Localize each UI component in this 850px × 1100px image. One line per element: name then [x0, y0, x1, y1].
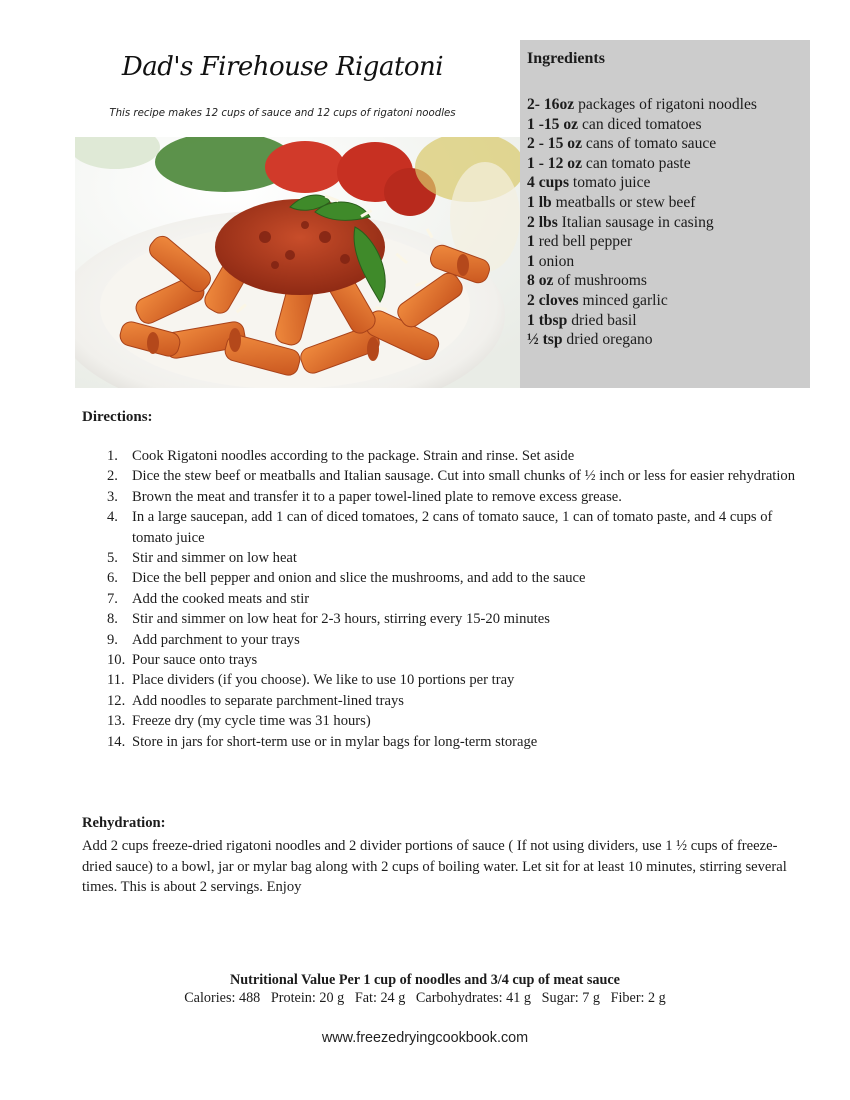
ingredient-text: red bell pepper: [534, 233, 633, 251]
ingredient-item: [527, 154, 810, 174]
ingredient-qty: 2- 16oz: [527, 96, 575, 113]
ingredient-qty: 1 - 12 oz: [527, 154, 582, 172]
ingredient-item: [527, 311, 810, 331]
step-text: Dice the stew beef or meatballs and Italian sausage. Cut into small chunks of ½ inch or less for easier rehydration: [132, 468, 796, 485]
step-text: Store in jars for short-term use or in mylar bags for long-term storage: [132, 733, 538, 750]
direction-step: [82, 548, 802, 568]
step-number: 11.: [107, 672, 125, 689]
website-link[interactable]: www.freezedryingcookbook.com: [321, 1030, 529, 1046]
step-number: 12.: [107, 692, 126, 709]
ingredient-item: [527, 232, 810, 252]
direction-step: [82, 732, 802, 752]
step-number: 4.: [107, 509, 118, 526]
direction-step: [82, 670, 802, 690]
ingredient-item: [527, 173, 810, 193]
step-number: 10.: [107, 652, 126, 669]
ingredient-text: can diced tomatoes: [578, 115, 702, 133]
ingredient-qty: 1: [527, 252, 535, 270]
recipe-title: Dad's Firehouse Rigatoni: [121, 52, 444, 82]
directions-heading: Directions:: [82, 409, 153, 425]
step-number: 13.: [107, 713, 126, 730]
ingredient-item: [527, 252, 810, 272]
ingredient-qty: 2 - 15 oz: [527, 135, 582, 153]
ingredient-text: dried basil: [567, 311, 637, 329]
step-text: Cook Rigatoni noodles according to the package. Strain and rinse. Set aside: [132, 448, 575, 464]
direction-step: [82, 568, 802, 588]
step-number: 14.: [107, 733, 126, 750]
step-number: 5.: [107, 550, 118, 567]
ingredient-qty: 1 tbsp: [527, 311, 568, 329]
direction-step: [82, 711, 802, 731]
step-text: Brown the meat and transfer it to a paper towel-lined plate to remove excess grease.: [132, 488, 622, 505]
direction-step: [82, 691, 802, 711]
ingredient-text: can tomato paste: [582, 154, 691, 172]
ingredient-item: [527, 134, 810, 154]
ingredient-qty: 1 lb: [527, 193, 552, 211]
ingredient-text: cans of tomato sauce: [582, 135, 717, 153]
ingredient-qty: 2 lbs: [527, 213, 558, 231]
ingredient-text: meatballs or stew beef: [551, 193, 696, 211]
step-number: 7.: [107, 590, 118, 607]
ingredient-text: onion: [534, 252, 575, 270]
direction-step: [82, 589, 802, 609]
ingredient-item: [527, 291, 810, 311]
ingredient-text: Italian sausage in casing: [557, 213, 714, 231]
direction-step: [82, 466, 802, 486]
step-number: 8.: [107, 611, 118, 628]
ingredient-item: [527, 271, 810, 291]
ingredient-text: packages of rigatoni noodles: [574, 96, 757, 113]
ingredient-qty: 4 cups: [527, 174, 570, 192]
ingredients-panel: [520, 40, 810, 388]
ingredient-qty: 8 oz: [527, 272, 554, 290]
step-number: 2.: [107, 468, 118, 485]
ingredient-text: minced garlic: [578, 291, 668, 309]
step-text: Add the cooked meats and stir: [132, 590, 310, 607]
ingredient-item: [527, 213, 810, 233]
ingredient-item: [527, 115, 810, 135]
ingredients-list: [527, 95, 810, 350]
direction-step: [82, 507, 802, 548]
ingredient-qty: 1: [527, 233, 535, 251]
direction-step: [82, 630, 802, 650]
step-text: Stir and simmer on low heat for 2-3 hours, stirring every 15-20 minutes: [132, 611, 550, 628]
ingredient-item: [527, 95, 810, 115]
nutrition-values: Calories: 488 Protein: 20 g Fat: 24 g Carbohydrates: 41 g Sugar: 7 g Fiber: 2 g: [184, 990, 666, 1006]
step-number: 1.: [107, 448, 118, 464]
step-text: In a large saucepan, add 1 can of diced tomatoes, 2 cans of tomato sauce, 1 can of tomato paste, and 4 cups of tomato juice: [132, 509, 773, 546]
ingredient-qty: 2 cloves: [527, 291, 579, 309]
step-text: Stir and simmer on low heat: [132, 550, 297, 567]
direction-step: [82, 446, 802, 466]
ingredient-qty: ½ tsp: [527, 331, 563, 349]
ingredient-item: [527, 193, 810, 213]
ingredient-qty: 1 -15 oz: [527, 115, 579, 133]
step-text: Dice the bell pepper and onion and slice the mushrooms, and add to the sauce: [132, 570, 586, 587]
ingredient-text: of mushrooms: [553, 272, 647, 290]
ingredient-text: tomato juice: [569, 174, 651, 192]
step-text: Place dividers (if you choose). We like to use 10 portions per tray: [132, 672, 515, 689]
step-number: 9.: [107, 631, 118, 648]
recipe-subtitle: This recipe makes 12 cups of sauce and 12 cups of rigatoni noodles: [109, 108, 456, 119]
nutrition-title: Nutritional Value Per 1 cup of noodles and 3/4 cup of meat sauce: [230, 972, 620, 988]
step-text: Add noodles to separate parchment-lined trays: [132, 692, 404, 709]
direction-step: [82, 609, 802, 629]
step-text: Pour sauce onto trays: [132, 652, 258, 669]
rehydration-heading: Rehydration:: [82, 815, 166, 831]
step-number: 3.: [107, 488, 118, 505]
direction-step: [82, 650, 802, 670]
step-number: 6.: [107, 570, 118, 587]
ingredient-item: [527, 330, 810, 350]
nutrition-info: [0, 971, 850, 1007]
direction-step: [82, 487, 802, 507]
rehydration-text: Add 2 cups freeze-dried rigatoni noodles and 2 divider portions of sauce ( If not using dividers, use 1 ½ cups of freeze-dried sauce) to a bowl, jar or mylar bag along with 2 cups of boiling water. Let sit for at least 10 minutes, stirring several times. This is about 2 servings. Enjoy: [82, 838, 787, 895]
ingredients-heading: Ingredients: [527, 50, 605, 67]
rigatoni-photo: [75, 137, 520, 388]
directions-list: [82, 446, 802, 752]
step-text: Add parchment to your trays: [132, 631, 300, 648]
ingredient-text: dried oregano: [562, 331, 653, 349]
step-text: Freeze dry (my cycle time was 31 hours): [132, 713, 371, 730]
